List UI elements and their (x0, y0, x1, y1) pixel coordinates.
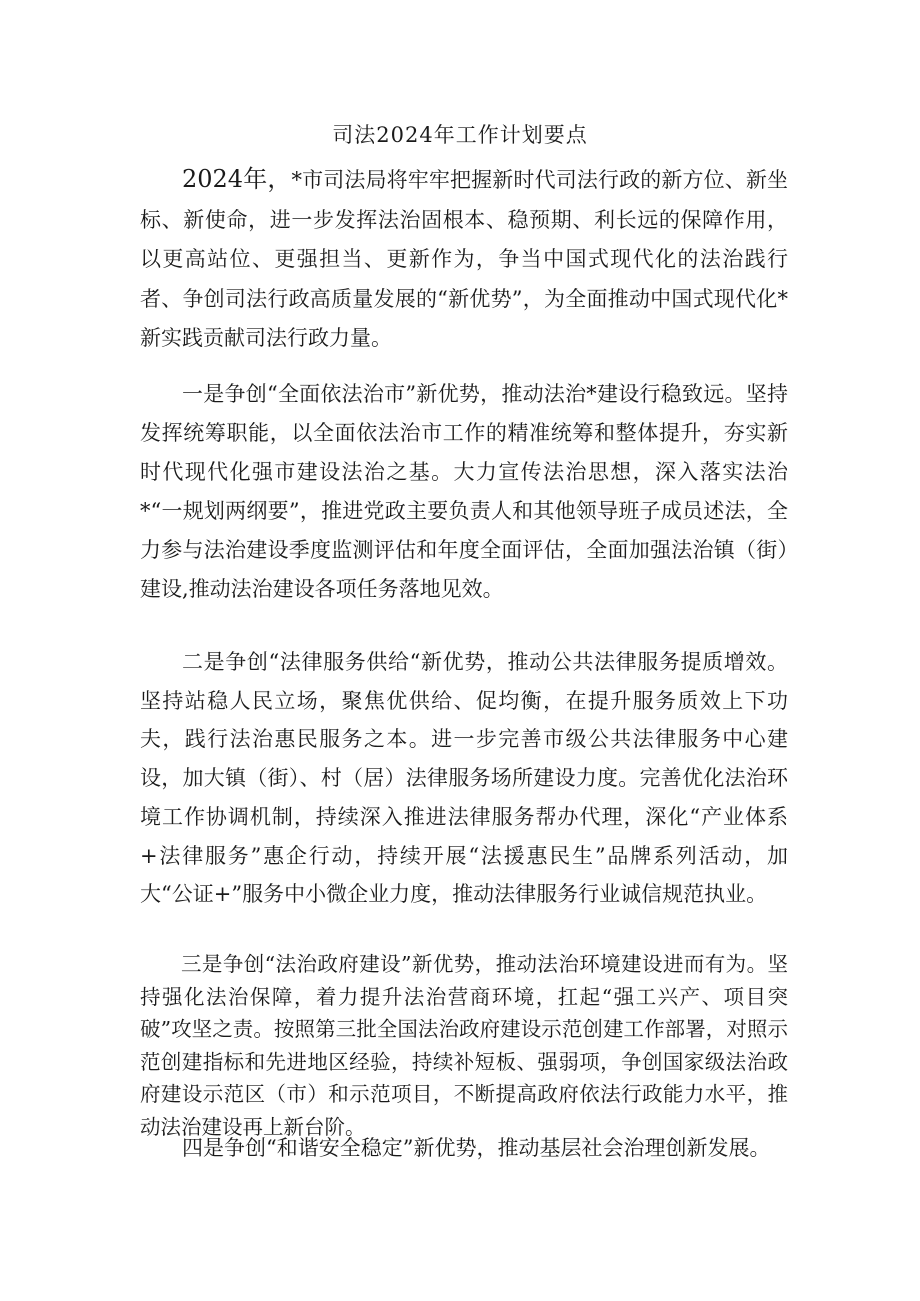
paragraph-legal-services: 二是争创“法律服务供给“新优势，推动公共法律服务提质增效。坚持站稳人民立场，聚焦优供给、促均衡，在提升服务质效上下功夫，践行法治惠民服务之本。进一步完善市级公共法律服务中心建设，加大镇（街）、村（居）法律服务场所建设力度。完善优化法治环境工作协调机制，持续深入推进法律服务帮办代理，深化“产业体系+法律服务”惠企行动，持续开展“法援惠民生”品牌系列活动，加大“公证+”服务中小微企业力度，推动法律服务行业诚信规范执业。 (140, 650, 788, 907)
paragraph-intro-text: *市司法局将牢牢把握新时代司法行政的新方位、新坐标、新使命，进一步发挥法治固根本、稳预期、利长远的保障作用，以更高站位、更强担当、更新作为，争当中国式现代化的法治践行者、争创司法行政高质量发展的“新优势”，为全面推动中国式现代化*新实践贡献司法行政力量。 (140, 168, 789, 350)
paragraph-law-based-government: 三是争创“法治政府建设”新优势，推动法治环境建设进而有为。坚持强化法治保障，着力提升法治营商环境，扛起“强工兴产、项目突破”攻坚之责。按照第三批全国法治政府建设示范创建工作部署，对照示范创建指标和先进地区经验，持续补短板、强弱项，争创国家级法治政府建设示范区（市）和示范项目，不断提高政府依法行政能力水平，推动法治建设再上新台阶。 (140, 952, 788, 1139)
document-title: 司法2024年工作计划要点 (332, 123, 588, 147)
paragraph-intro-lead: 2024年， (182, 165, 292, 193)
paragraph-social-stability: 四是争创“和谐安全稳定”新优势，推动基层社会治理创新发展。 (182, 1136, 771, 1160)
paragraph-intro (140, 160, 788, 359)
paragraph-rule-of-law: 一是争创“全面依法治市”新优势，推动法治*建设行稳致远。坚持发挥统筹职能，以全面依法治市工作的精准统筹和整体提升，夯实新时代现代化强市建设法治之基。大力宣传法治思想，深入落实法治*“一规划两纲要”，推进党政主要负责人和其他领导班子成员述法，全力参与法治建设季度监测评估和年度全面评估，全面加强法治镇（街）建设,推动法治建设各项任务落地见效。 (140, 382, 788, 601)
